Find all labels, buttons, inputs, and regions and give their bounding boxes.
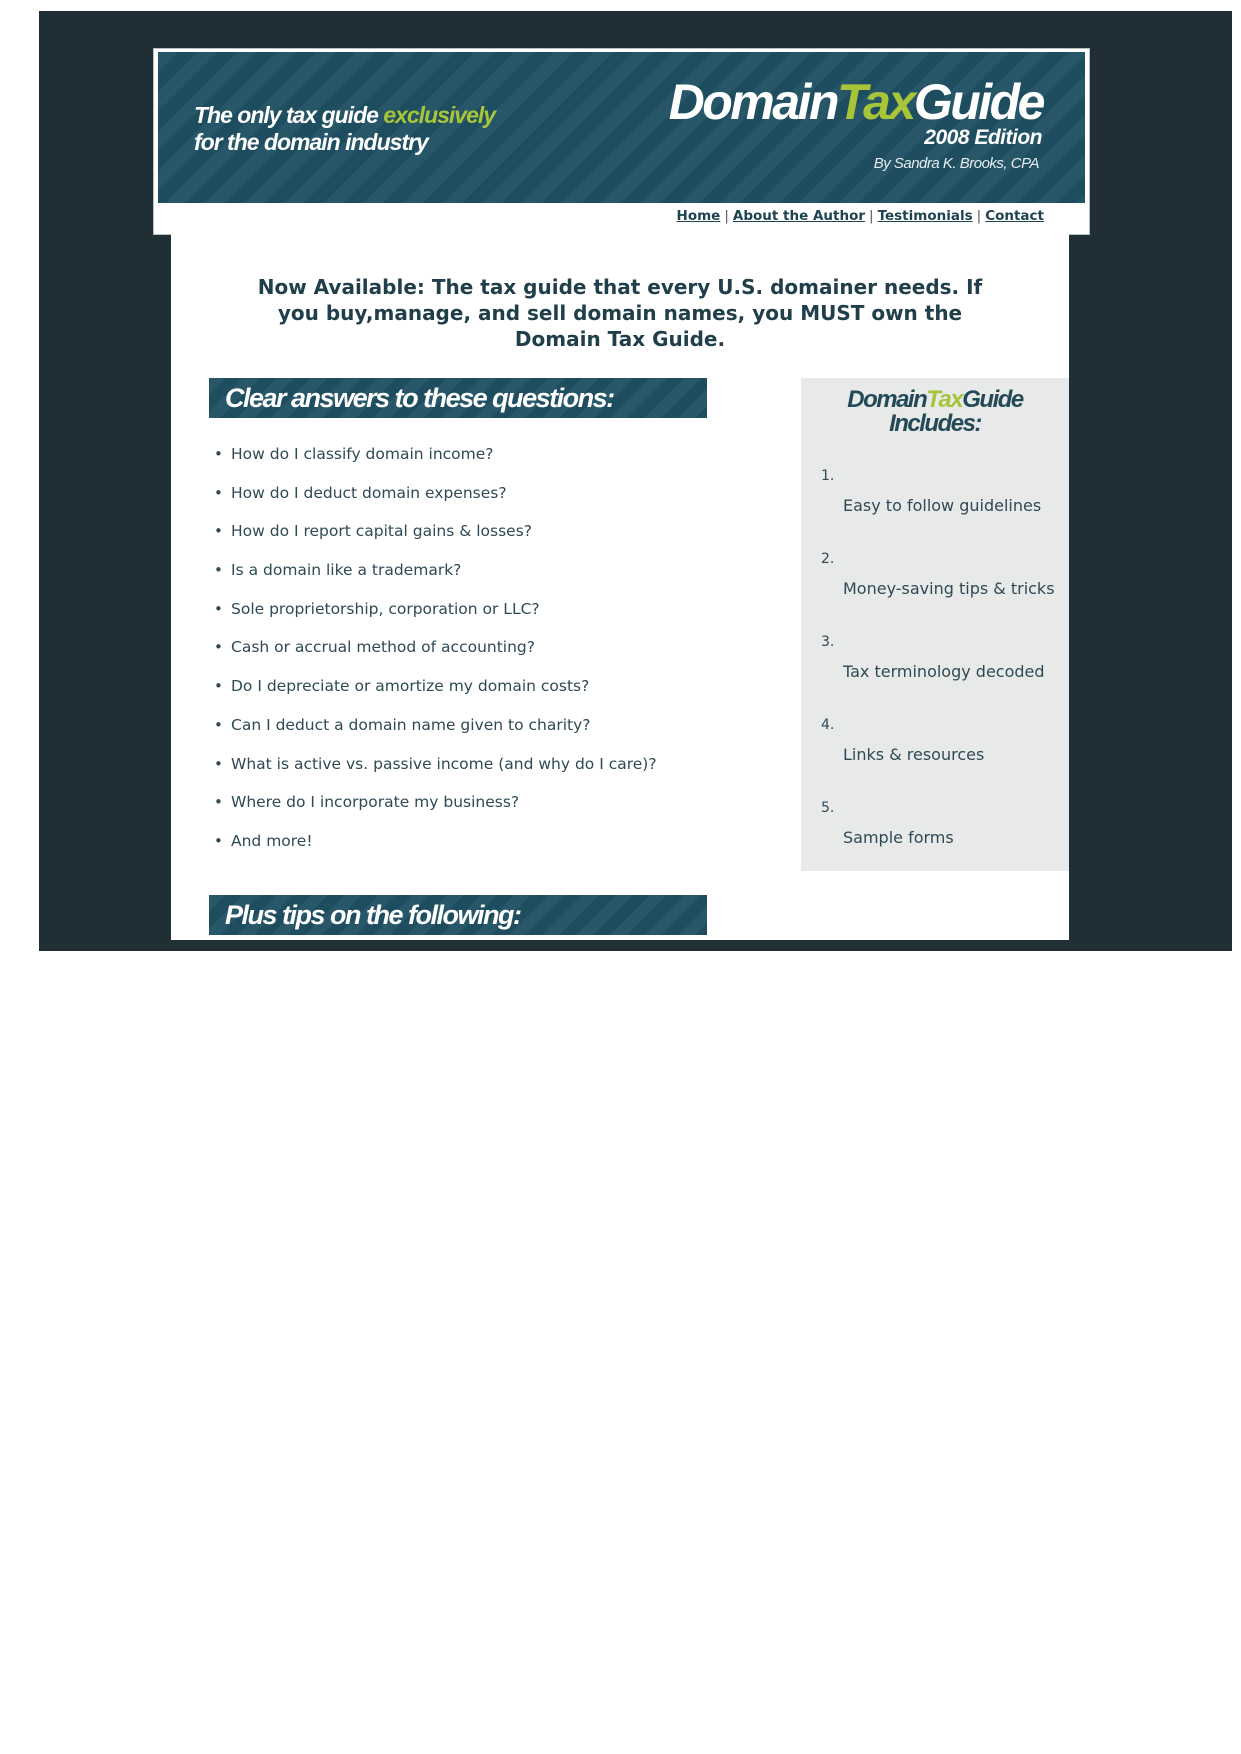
tagline [194,102,495,156]
question-text: And more! [231,831,313,850]
question-text: Can I deduct a domain name given to charity? [231,715,591,734]
list-item [211,560,657,599]
nav-separator: | [976,208,982,224]
bullet-icon: • [214,677,223,696]
questions-list [211,444,657,870]
bullet-icon: • [214,793,223,812]
item-text: Easy to follow guidelines [843,496,1042,515]
list-item [211,521,657,560]
list-item [211,444,657,483]
question-text: Where do I incorporate my business? [231,793,520,812]
list-item [211,599,657,638]
question-text: How do I classify domain income? [231,445,494,463]
sidebar-title-tax: Tax [926,386,963,413]
sidebar-title [801,388,1069,436]
item-number: 1. [821,468,835,484]
bullet-icon: • [214,715,223,734]
item-text: Sample forms [843,828,954,847]
question-text: Do I depreciate or amortize my domain costs? [231,677,590,696]
header-banner [158,52,1085,203]
list-item [211,676,657,715]
main-content [171,234,1069,940]
item-text: Money-saving tips & tricks [843,579,1055,598]
item-number: 2. [821,551,835,567]
list-item [211,715,657,754]
author-label: By Sandra K. Brooks, CPA [873,155,1039,172]
list-item [211,754,657,793]
nav-link-about-author[interactable]: About the Author [732,208,866,224]
question-text: How do I report capital gains & losses? [231,522,532,541]
question-text: How do I deduct domain expenses? [231,483,507,502]
item-text: Links & resources [843,745,985,764]
top-navigation [677,208,1044,224]
list-item [211,792,657,831]
headline-text: Now Available: The tax guide that every U.S. domainer needs. If you buy,manage, and sell domain names, you MUST own the Domain Tax Guide. [257,275,983,351]
sidebar-title-guide: Guide [962,386,1023,413]
nav-separator: | [724,208,729,224]
nav-link-home[interactable]: Home [676,208,721,224]
question-text: Is a domain like a trademark? [231,561,462,580]
nav-separator: | [869,208,874,224]
bullet-icon: • [214,561,223,580]
bullet-icon: • [214,638,223,657]
item-text: Tax terminology decoded [843,662,1045,681]
bullet-icon: • [214,599,223,618]
item-number: 5. [821,800,835,816]
bullet-icon: • [214,754,223,773]
bullet-icon: • [214,522,223,541]
nav-link-testimonials[interactable]: Testimonials [877,208,973,224]
sidebar-title-includes: Includes: [889,410,981,437]
list-item [211,637,657,676]
tagline-accent: exclusively [383,102,496,128]
question-text: What is active vs. passive income (and why do I care)? [231,754,657,773]
tips-heading: Plus tips on the following: [209,895,707,935]
logo-domain: Domain [668,74,837,130]
bullet-icon: • [214,831,223,850]
edition-label: 2008 Edition [924,126,1042,149]
question-text: Cash or accrual method of accounting? [231,638,535,657]
questions-heading: Clear answers to these questions: [209,378,707,418]
item-number: 3. [821,634,835,650]
nav-link-contact[interactable]: Contact [985,208,1044,224]
includes-sidebar [801,378,1069,871]
site-logo[interactable] [669,74,1043,130]
list-item [211,831,657,870]
logo-guide: Guide [913,74,1043,130]
site-header [153,48,1090,235]
bullet-icon: • [214,445,223,463]
logo-tax: Tax [837,74,914,130]
sidebar-title-domain: Domain [847,386,927,413]
item-number: 4. [821,717,835,733]
tagline-line1: The only tax guide [194,102,384,128]
tagline-line2: for the domain industry [194,129,428,155]
question-text: Sole proprietorship, corporation or LLC? [231,599,540,618]
headline [171,274,1069,352]
bullet-icon: • [214,483,223,502]
list-item [211,483,657,522]
